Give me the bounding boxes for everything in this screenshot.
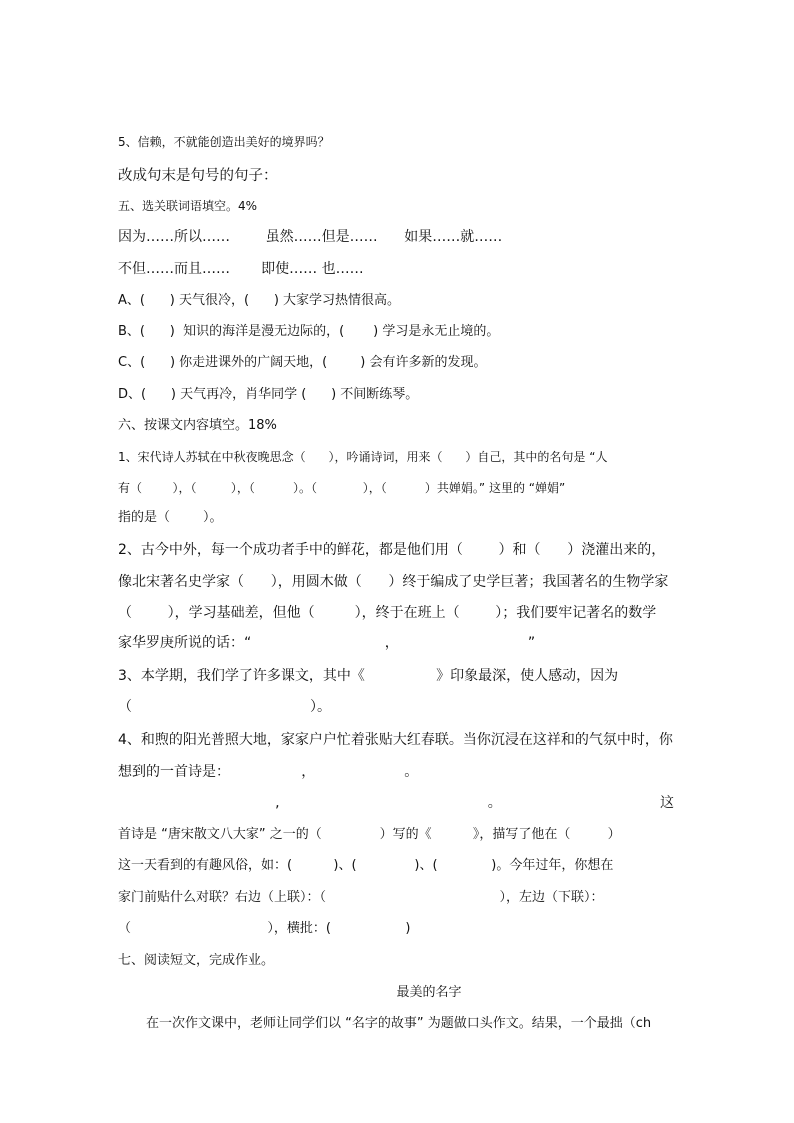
conjunction-options-row-2: 不但……而且…… 即使…… 也……	[118, 261, 364, 277]
item-1-line-2: 有（ ），（ ），（ ）。（ ），（ ）共婵娟。” 这里的 “婵娟”	[118, 481, 566, 495]
item-2-line-4: 家华罗庚所说的话：“ ， ”	[118, 635, 536, 651]
item-2-line-3: （ ），学习基础差，但他（ ），终于在班上（ ）；我们要牢记著名的数学	[118, 605, 657, 621]
passage-title: 最美的名字	[396, 985, 462, 1000]
item-4-continuation: 这	[660, 795, 674, 811]
item-4-line-4: 首诗是 “唐宋散文八大家” 之一的（ ）写的《 》，描写了他在（ ）	[118, 827, 621, 842]
q5-instruction: 改成句末是句号的句子：	[118, 168, 278, 184]
section-7-heading: 七、阅读短文，完成作业。	[118, 953, 275, 968]
question-d: D、( ) 天气再冷，肖华同学 ( ) 不间断练琴。	[118, 387, 419, 402]
item-1-line-1: 1、宋代诗人苏轼在中秋夜晚思念（ ），吟诵诗词，用来（ ）自己，其中的名句是 “人	[118, 450, 608, 464]
question-a: A、( ) 天气很冷，( ) 大家学习热情很高。	[118, 293, 401, 308]
q5-sentence: 5、信赖，不就能创造出美好的境界吗？	[118, 135, 330, 149]
item-2-line-2: 像北宋著名史学家（ ），用圆木做（ ）终于编成了史学巨著；我国著名的生物学家	[118, 574, 669, 590]
item-4-comma: ,	[275, 795, 280, 811]
item-4-period: 。	[487, 795, 502, 811]
item-3-line-1: 3、本学期，我们学了许多课文，其中《 》印象最深，使人感动，因为	[118, 668, 619, 684]
item-4-line-6: 家门前贴什么对联？右边（上联）：（ ），左边（下联）：	[118, 890, 604, 905]
item-4-line-3	[118, 796, 674, 810]
item-1-line-3: 指的是（ ）。	[118, 510, 223, 525]
item-3-line-2: （ ）。	[118, 699, 332, 715]
item-4-line-5: 这一天看到的有趣风俗，如：( )、( )、( )。今年过年，你想在	[118, 858, 614, 873]
item-4-line-2: 想到的一首诗是： ， 。	[118, 764, 419, 780]
item-4-line-7: （ ），横批：( )	[118, 921, 411, 936]
section-6-heading: 六、按课文内容填空。18%	[118, 418, 277, 433]
passage-paragraph: 在一次作文课中，老师让同学们以 “名字的故事” 为题做口头作文。结果，一个最拙（ch	[146, 1016, 652, 1031]
conjunction-options-row-1: 因为……所以…… 虽然……但是…… 如果……就……	[118, 229, 503, 245]
question-b: B、( ) 知识的海洋是漫无边际的，( ) 学习是永无止境的。	[118, 324, 500, 339]
section-5-heading: 五、选关联词语填空。4%	[118, 199, 258, 213]
item-4-line-1: 4、和煦的阳光普照大地，家家户户忙着张贴大红春联。当你沉浸在这祥和的气氛中时，你	[118, 732, 673, 748]
item-2-line-1: 2、古今中外，每一个成功者手中的鲜花，都是他们用（ ）和（ ）浇灌出来的，	[118, 542, 666, 558]
question-c: C、( ) 你走进课外的广阔天地，( ) 会有许多新的发现。	[118, 355, 487, 370]
